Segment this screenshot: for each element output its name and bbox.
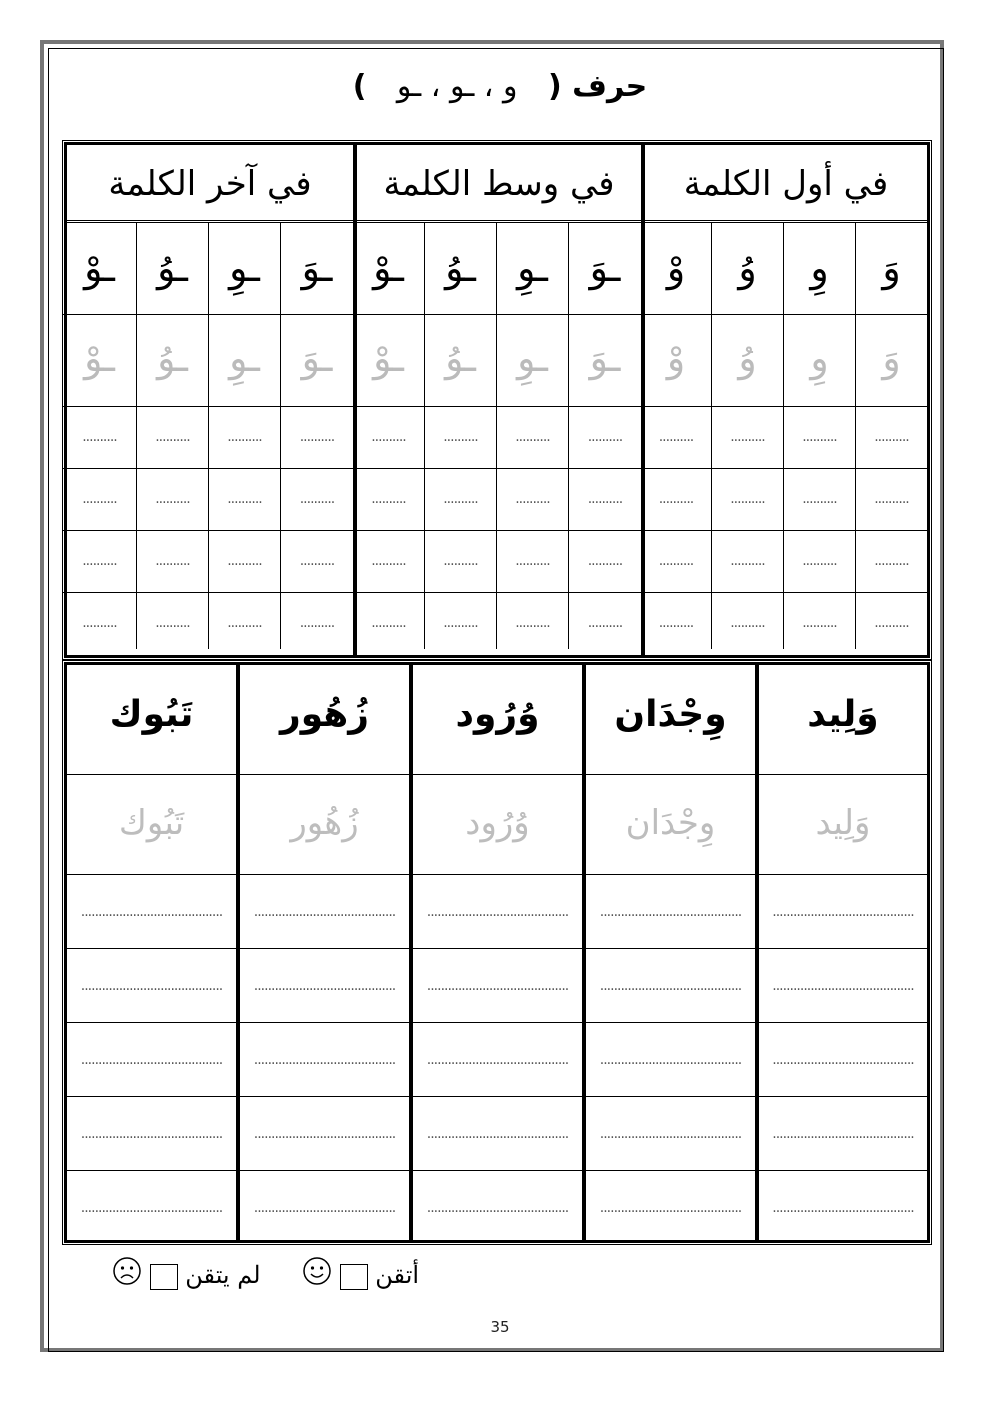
word-column [411,663,584,1242]
letter-cell: وِ [784,223,856,315]
writing-line[interactable]: ......................................... [759,1023,927,1097]
letter-grid [62,140,932,660]
writing-line[interactable]: .......... [712,593,784,649]
letter-cell: وُ [712,223,784,315]
writing-line[interactable]: ......................................... [586,949,755,1023]
writing-line[interactable]: .......... [137,407,209,469]
letter-cell: ـوِ [497,223,569,315]
title-letters: و ، ـو ، ـو [396,69,518,104]
word-label: وَلِيد [759,665,927,775]
section-heading: في آخر الكلمة [67,145,353,223]
writing-line[interactable]: ......................................... [413,949,582,1023]
writing-line[interactable]: ......................................... [599,1200,742,1216]
writing-line[interactable]: ......................................... [426,1200,569,1216]
word-label: زُهُور [240,665,409,775]
writing-line[interactable]: .......... [497,469,569,531]
writing-line[interactable]: ......................................... [759,875,927,949]
writing-line[interactable]: .......... [497,593,569,649]
writing-line[interactable]: ......................................... [772,1200,914,1216]
writing-line[interactable]: .......... [137,469,209,531]
letter-cell: ـوُ [425,223,497,315]
section-heading: في وسط الكلمة [357,145,641,223]
trace-cell: وُ [712,315,784,407]
not-mastered-label: لم يتقن [185,1261,261,1289]
word-trace: وِجْدَان [586,775,755,875]
writing-line[interactable]: .......... [425,407,497,469]
page-title [150,62,850,112]
not-mastered-row [112,1255,261,1295]
writing-line[interactable]: ......................................... [240,949,409,1023]
writing-line[interactable]: .......... [353,531,425,593]
writing-line[interactable]: .......... [784,531,856,593]
writing-line[interactable]: .......... [353,469,425,531]
writing-line[interactable]: .......... [353,593,425,649]
mastered-row [302,1255,419,1295]
word-grid [62,660,932,1245]
writing-line[interactable]: .......... [587,615,623,631]
letter-cell: ـوُ [137,223,209,315]
writing-line[interactable]: ......................................... [759,949,927,1023]
writing-line[interactable]: ......................................... [759,1097,927,1171]
writing-line[interactable]: .......... [569,407,641,469]
writing-line[interactable]: .......... [63,407,137,469]
section-heading: في أول الكلمة [645,145,927,223]
word-column [238,663,411,1242]
writing-line[interactable]: ......................................... [586,1097,755,1171]
writing-line[interactable]: .......... [137,593,209,649]
trace-cell: ـوَ [569,315,641,407]
letter-cell: ـوَ [281,223,353,315]
trace-cell: ـوُ [137,315,209,407]
word-trace: زُهُور [240,775,409,875]
writing-line[interactable]: .......... [874,615,909,631]
writing-line[interactable]: .......... [641,407,712,469]
word-column [584,663,757,1242]
not-mastered-checkbox[interactable] [150,1264,178,1290]
word-label: وِجْدَان [586,665,755,775]
writing-line[interactable]: .......... [137,531,209,593]
word-trace: وَلِيد [759,775,927,875]
writing-line[interactable]: .......... [425,593,497,649]
writing-line[interactable]: .......... [641,469,712,531]
writing-line[interactable]: .......... [281,531,353,593]
letter-cell: وْ [641,223,712,315]
writing-line[interactable]: .......... [712,531,784,593]
writing-line[interactable]: .......... [281,469,353,531]
trace-cell: ـوِ [497,315,569,407]
word-column [757,663,929,1242]
writing-line[interactable]: .......... [784,469,856,531]
writing-line[interactable]: ......................................... [67,1023,236,1097]
writing-line[interactable]: .......... [497,407,569,469]
word-label: تَبُوك [67,665,236,775]
title-open-paren: ( [547,69,562,104]
word-trace: وُرُود [413,775,582,875]
sad-face-icon [112,1256,142,1298]
trace-cell: وِ [784,315,856,407]
writing-line[interactable]: .......... [856,531,927,593]
writing-line[interactable]: .......... [784,593,856,649]
writing-line[interactable]: ......................................... [67,949,236,1023]
writing-line[interactable]: .......... [641,593,712,649]
trace-cell: وْ [641,315,712,407]
trace-cell: ـوْ [63,315,137,407]
writing-line[interactable]: ......................................... [240,1097,409,1171]
trace-cell: ـوِ [209,315,281,407]
writing-line[interactable]: .......... [63,531,137,593]
writing-line[interactable]: .......... [63,469,137,531]
letter-cell: وَ [856,223,927,315]
trace-cell: وَ [856,315,927,407]
writing-line[interactable]: .......... [712,469,784,531]
writing-line[interactable]: .......... [784,407,856,469]
writing-line[interactable]: .......... [856,469,927,531]
writing-line[interactable]: ......................................... [413,1023,582,1097]
writing-line[interactable]: .......... [209,531,281,593]
writing-line[interactable]: .......... [209,593,281,649]
writing-line[interactable]: .......... [299,615,335,631]
writing-line[interactable]: .......... [63,593,137,649]
letter-cell: ـوِ [209,223,281,315]
writing-line[interactable]: .......... [569,531,641,593]
smiley-face-icon [302,1256,332,1298]
writing-line[interactable]: .......... [569,469,641,531]
section-end [65,143,355,657]
writing-line[interactable]: ......................................... [240,875,409,949]
writing-line[interactable]: ......................................... [413,875,582,949]
writing-line[interactable]: .......... [712,407,784,469]
trace-cell: ـوْ [353,315,425,407]
writing-line[interactable]: .......... [641,531,712,593]
letter-cell: ـوَ [569,223,641,315]
writing-line[interactable]: ......................................... [253,1200,396,1216]
writing-line[interactable]: ......................................... [80,1200,223,1216]
section-start [643,143,929,657]
writing-line[interactable]: .......... [353,407,425,469]
writing-line[interactable]: .......... [497,531,569,593]
writing-line[interactable]: ......................................... [413,1097,582,1171]
writing-line[interactable]: ......................................... [586,875,755,949]
word-trace: تَبُوك [67,775,236,875]
writing-line[interactable]: ......................................... [240,1023,409,1097]
title-close-paren: ) [352,69,367,104]
mastered-label: أتقن [375,1261,420,1289]
writing-line[interactable]: .......... [281,407,353,469]
mastered-checkbox[interactable] [340,1264,368,1290]
writing-line[interactable]: .......... [856,407,927,469]
letter-cell: ـوْ [63,223,137,315]
writing-line[interactable]: .......... [425,469,497,531]
trace-cell: ـوُ [425,315,497,407]
title-prefix: حرف [572,69,648,104]
trace-cell: ـوَ [281,315,353,407]
writing-line[interactable]: .......... [209,469,281,531]
writing-line[interactable]: ......................................... [67,875,236,949]
writing-line[interactable]: .......... [209,407,281,469]
section-middle [355,143,643,657]
page-number: 35 [490,1318,510,1336]
letter-cell: ـوْ [353,223,425,315]
word-column [65,663,238,1242]
word-label: وُرُود [413,665,582,775]
writing-line[interactable]: ......................................... [586,1023,755,1097]
writing-line[interactable]: .......... [425,531,497,593]
writing-line[interactable]: ......................................... [67,1097,236,1171]
